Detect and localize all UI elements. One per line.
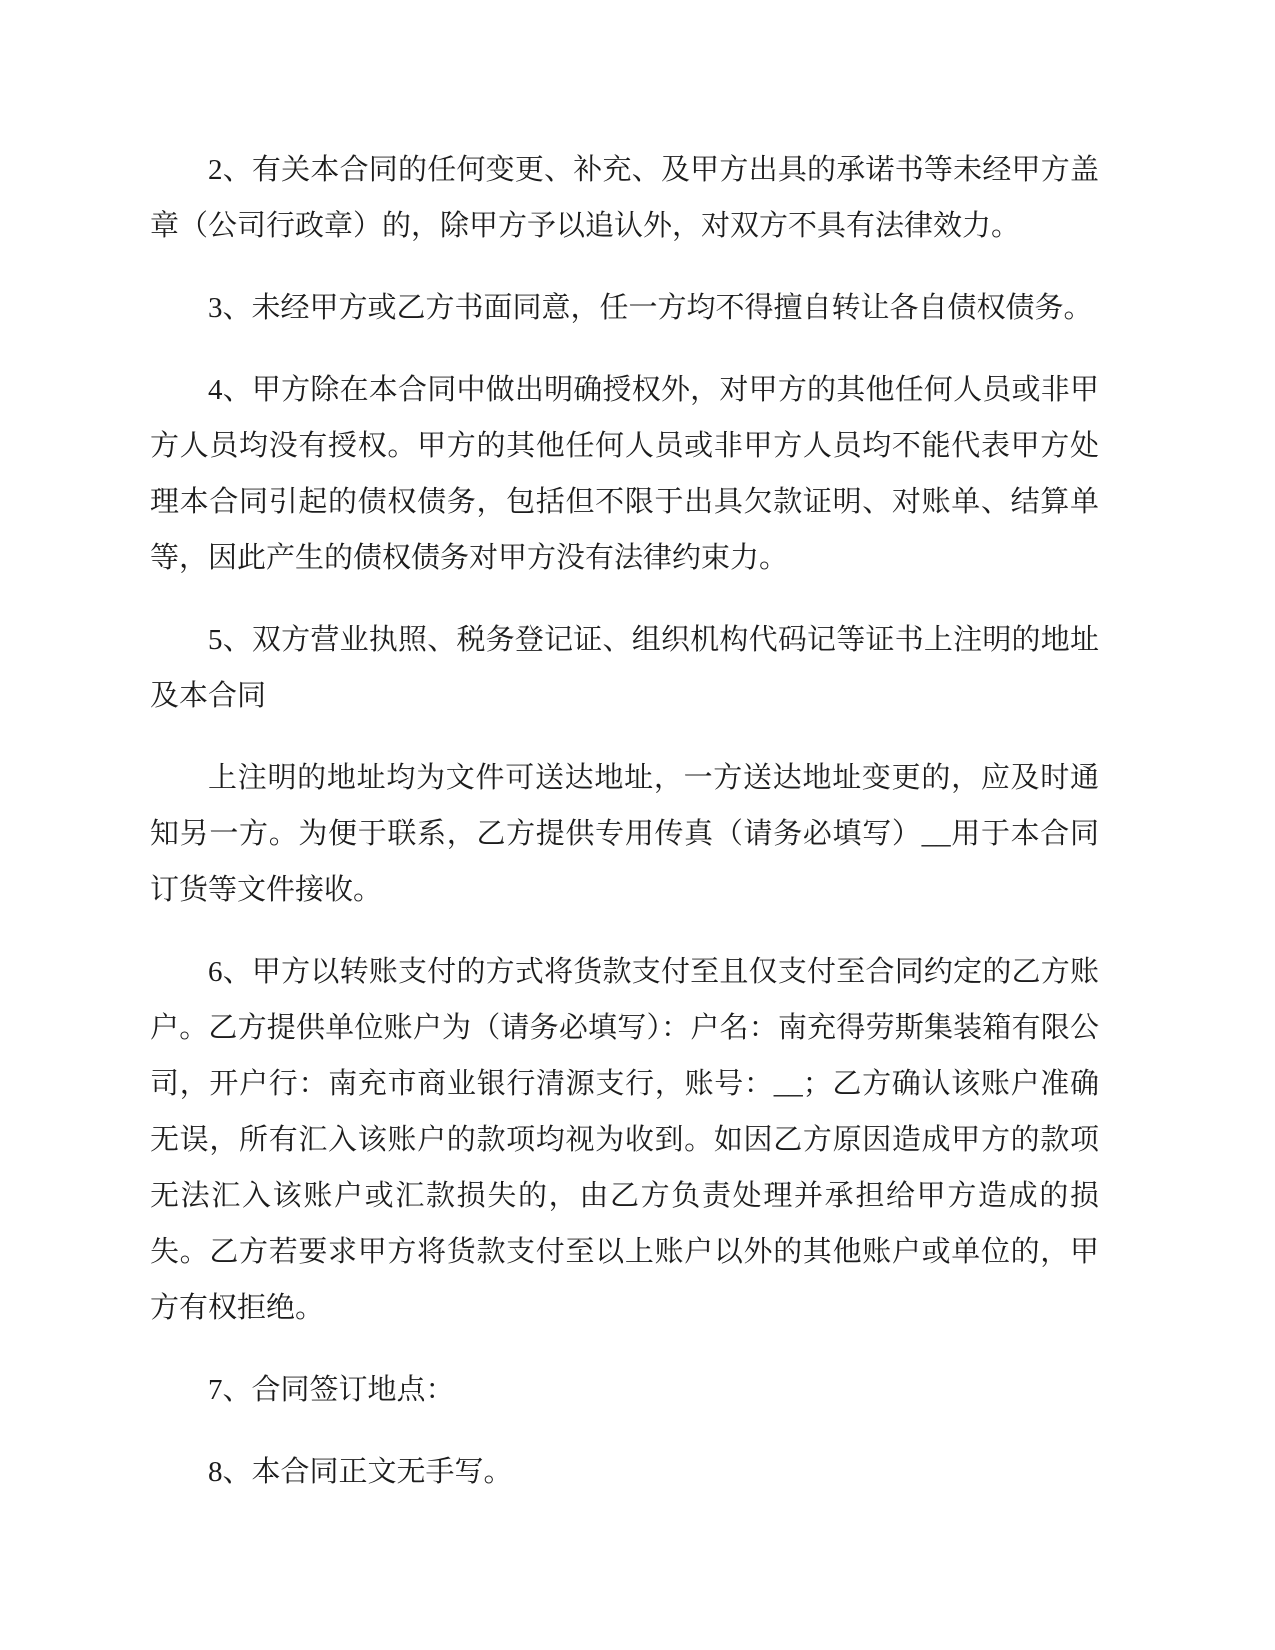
- contract-clause-5: 5、双方营业执照、税务登记证、组织机构代码记等证书上注明的地址及本合同: [150, 624, 1099, 712]
- fax-number-blank-field: __: [921, 818, 951, 850]
- contract-clause-8: 8、本合同正文无手写。: [208, 1456, 513, 1488]
- clause-6-text: 6、甲方以转账支付的方式将货款支付至且仅支付至合同约定的乙方账户。乙方提供单位账户为（请务必填写）：户名：南充得劳斯集装箱有限公司，开户行：南充市商业银行清源支行，账号：: [150, 956, 1099, 1100]
- contract-clause-2: 2、有关本合同的任何变更、补充、及甲方出具的承诺书等未经甲方盖章（公司行政章）的，除甲方予以追认外，对双方不具有法律效力。: [150, 154, 1099, 242]
- clause-6-text-after: ；乙方确认该账户准确无误，所有汇入该账户的款项均视为收到。如因乙方原因造成甲方的款项无法汇入该账户或汇款损失的，由乙方负责处理并承担给甲方造成的损失。乙方若要求甲方将货款支付至以上账户以外的其他账户或单位的，甲方有权拒绝。: [150, 1068, 1099, 1324]
- clause-5-continued-text: 上注明的地址均为文件可送达地址，一方送达地址变更的，应及时通知另一方。为便于联系，乙方提供专用传真（请务必填写）: [150, 762, 1099, 850]
- account-number-blank-field: __: [773, 1068, 803, 1100]
- contract-clause-6: [150, 944, 1099, 1336]
- contract-clause-5-continued: [150, 750, 1099, 918]
- clause-5-continued-text-after: 用于本合同订货等文件接收。: [150, 818, 1099, 906]
- contract-clause-7: 7、合同签订地点：: [208, 1374, 455, 1406]
- contract-clause-3: 3、未经甲方或乙方书面同意，任一方均不得擅自转让各自债权债务。: [208, 292, 1093, 324]
- contract-clause-4: 4、甲方除在本合同中做出明确授权外，对甲方的其他任何人员或非甲方人员均没有授权。甲方的其他任何人员或非甲方人员均不能代表甲方处理本合同引起的债权债务，包括但不限于出具欠款证明、对账单、结算单等，因此产生的债权债务对甲方没有法律约束力。: [150, 374, 1099, 574]
